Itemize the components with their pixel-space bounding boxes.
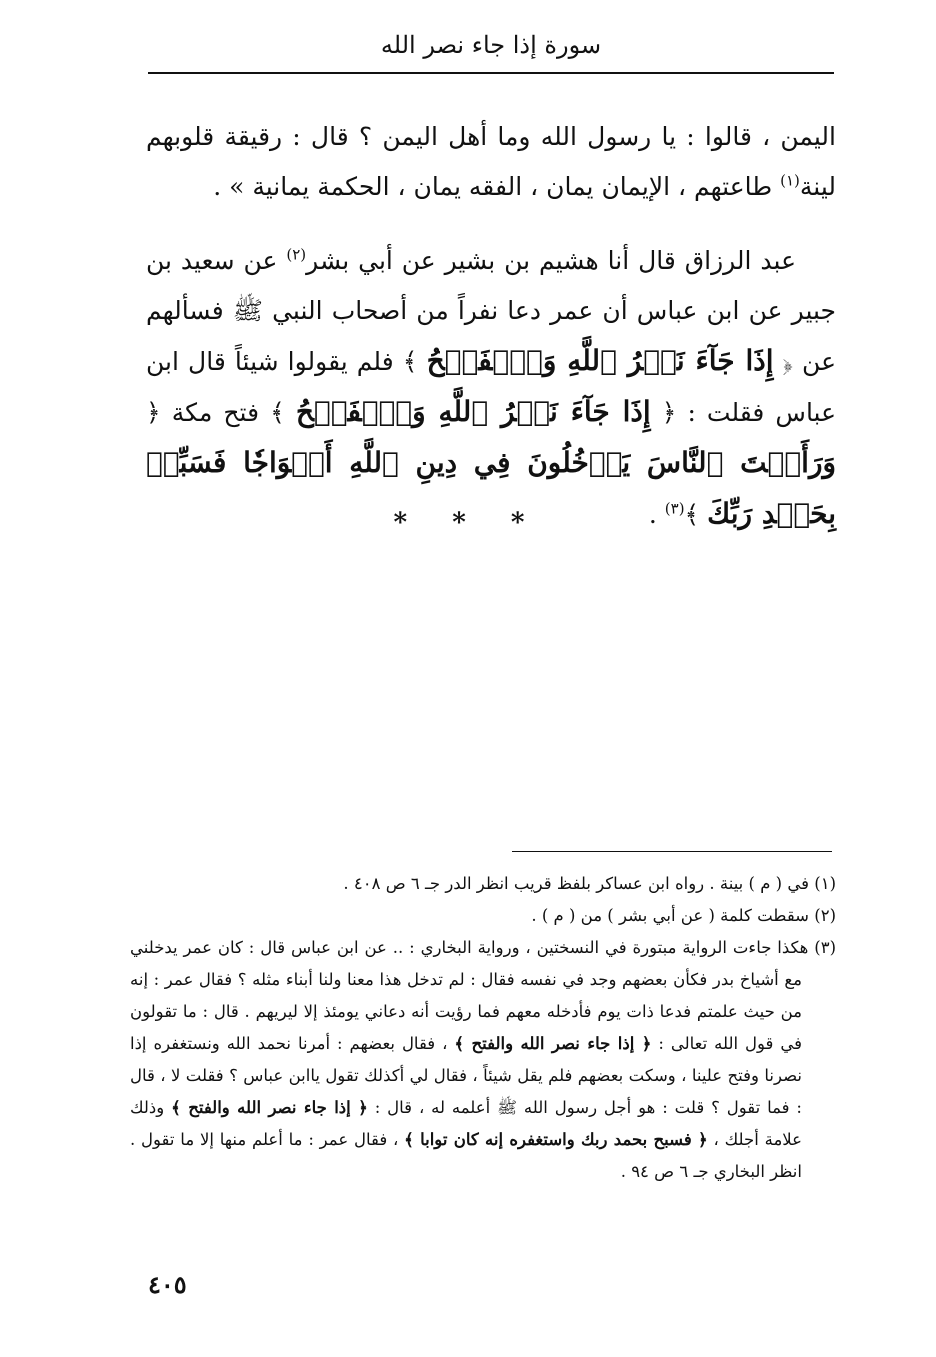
quran-bracket-open: ﴿ [146, 398, 161, 427]
paragraph-1 [146, 112, 836, 212]
footnote-marker: (١) [814, 874, 836, 893]
quran-bracket-open: ﴿ [661, 398, 677, 427]
paragraph-2-part-4: فتح مكة [171, 398, 260, 427]
section-separator: * * * [393, 508, 543, 538]
quran-verse-2: إِذَا جَآءَ نَصۡرُ ٱللَّهِ وَٱلۡفَتۡحُ [295, 395, 651, 428]
paragraph-2-part-1: عبد الرزاق قال أنا هشيم بن بشير عن أبي بشر [306, 246, 796, 275]
footnote-text: في ( م ) بينة . رواه ابن عساكر بلفظ قريب انظر الدر جـ ٦ ص ٤٠٨ . [343, 874, 809, 893]
footnote-quote: ﴿ إذا جاء نصر الله والفتح ﴾ [171, 1098, 368, 1117]
footnote-1 [130, 868, 836, 900]
quran-bracket-open: ﴿ [782, 347, 793, 376]
footnote-rule [512, 851, 832, 852]
quran-bracket-close: ﴾ [684, 500, 700, 529]
running-header: سورة إذا جاء نصر الله [380, 31, 602, 59]
footnote-quote: ﴿ إذا جاء نصر الله والفتح ﴾ [454, 1034, 652, 1053]
footnotes [130, 868, 836, 1188]
footnote-3 [130, 932, 836, 1188]
paragraph-2-part-3: فلم يقولوا شيئاً قال ابن عباس فقلت : [146, 347, 837, 427]
footnote-text: هكذا جاءت الرواية مبتورة في النسختين ، ورواية البخاري : .. عن ابن عباس قال : كان عمر يدخلني مع أشياخ بدر فكأن بعضهم وجد في نفسه فقال : لم تدخل هذا معنا ولنا أبناء مثله ؟ فقال عمر : إنه من حيث علمتم فدعا ذات يوم فأدخله معهم فما رؤيت أنه دعاني يومئذ إلا ليريهم . قال : ما تقولون في قول الله تعالى : [130, 938, 809, 1053]
footnote-marker: (٢) [814, 906, 836, 925]
footnote-ref-1[interactable]: (١) [780, 171, 800, 190]
footnote-text: وذلك علامة أجلك ، [130, 1098, 802, 1149]
paragraph-2-end: . [648, 500, 657, 529]
footnote-quote: ﴿ فسبح بحمد ربك واستغفره إنه كان توابا ﴾ [404, 1130, 708, 1149]
main-text [146, 112, 836, 540]
paragraph-1-text-end: طاعتهم ، الإيمان يمان ، الفقه يمان ، الحكمة يمانية » . [213, 172, 773, 201]
quran-bracket-close: ﴾ [270, 398, 285, 427]
quran-verse-1: إِذَا جَآءَ نَصۡرُ ٱللَّهِ وَٱلۡفَتۡحُ [426, 344, 774, 377]
footnote-text: ، فقال بعضهم : أمرنا نحمد الله ونستغفره إذا نصرنا وفتح علينا ، وسكت بعضهم فلم يقل شيئاً ، فقال لي أكذلك تقول ياابن عباس ؟ فقلت لا ، قال : فما تقول ؟ قلت : هو أجل رسول الله ﷺ أعلمه له ، قال : [130, 1034, 802, 1117]
paragraph-1-text: اليمن ، قالوا : يا رسول الله وما أهل اليمن ؟ قال : رقيقة قلوبهم لينة [146, 122, 836, 201]
paragraph-2 [146, 236, 836, 540]
page-number: ٤٠٥ [148, 1270, 187, 1299]
footnote-marker: (٣) [814, 938, 836, 957]
header-rule [148, 72, 834, 74]
footnote-2 [130, 900, 836, 932]
quran-verse-3: وَرَأَيۡتَ ٱلنَّاسَ يَدۡخُلُونَ فِي دِينِ ٱللَّهِ أَفۡوَاجٗا فَسَبِّحۡ بِحَمۡدِ رَبِّكَ [146, 446, 836, 530]
quran-bracket-close: ﴾ [402, 347, 418, 376]
footnote-ref-2[interactable]: (٢) [286, 245, 307, 264]
footnote-ref-3[interactable]: (٣) [664, 499, 685, 518]
paragraph-2-part-2: عن سعيد بن جبير عن ابن عباس أن عمر دعا نفراً من أصحاب النبي ﷺ فسألهم عن [146, 246, 836, 376]
footnote-text: ، فقال عمر : ما أعلم منها إلا ما تقول . انظر البخاري جـ ٦ ص ٩٤ . [130, 1130, 802, 1181]
footnote-text: سقطت كلمة ( عن أبي بشر ) من ( م ) . [531, 906, 809, 925]
